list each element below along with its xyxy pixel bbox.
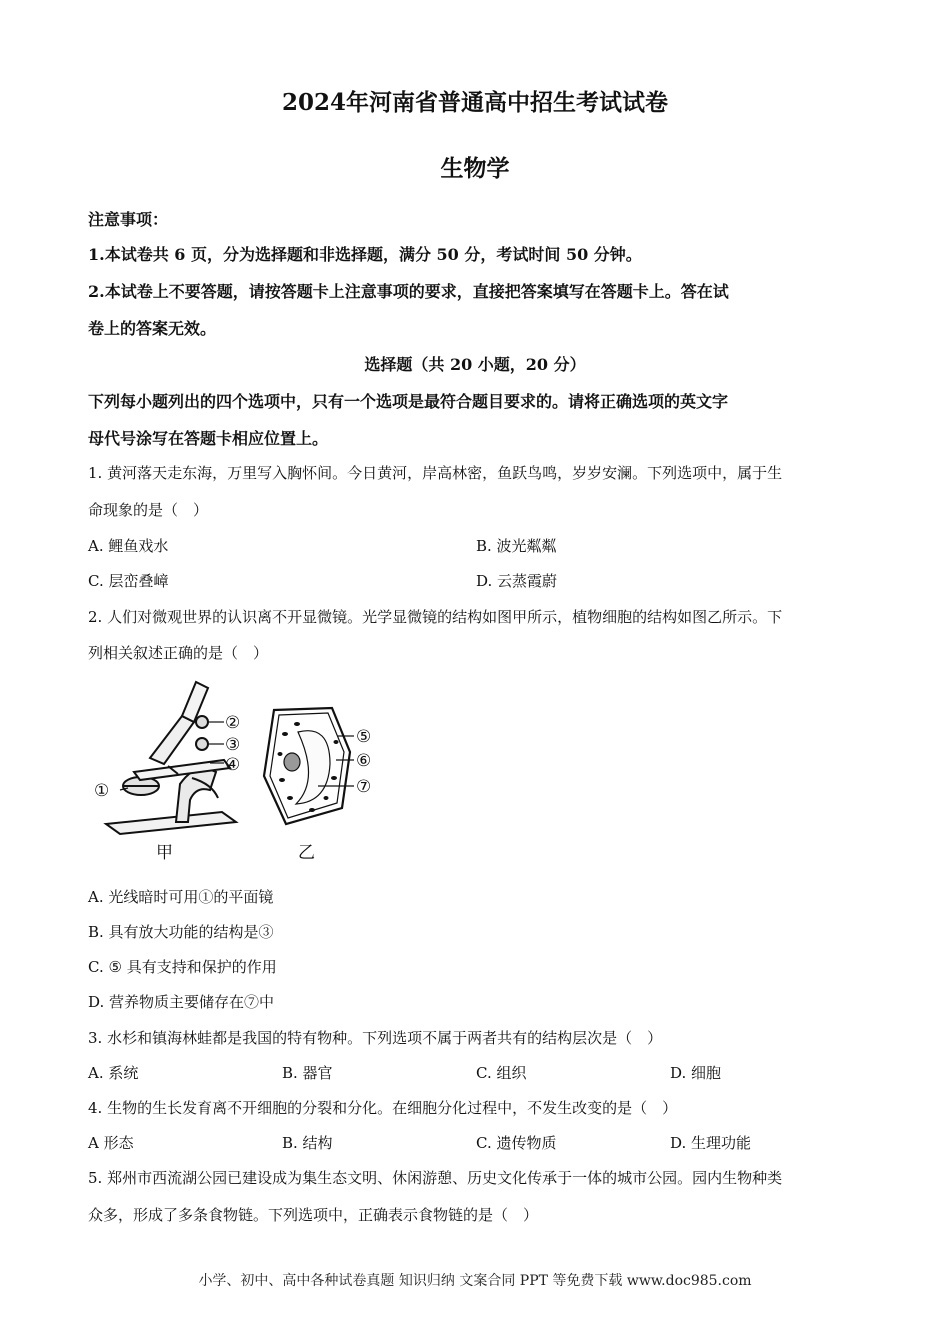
caption-yi: 乙 <box>298 843 315 863</box>
question-2-stem-line-1: 2. 人们对微观世界的认识离不开显微镜。光学显微镜的结构如图甲所示，植物细胞的结构如图乙所示。下 <box>88 608 783 626</box>
microscope-drawing <box>106 682 236 834</box>
question-1-stem-line-1: 1. 黄河落天走东海，万里写入胸怀间。今日黄河，岸高林密，鱼跃鸟鸣，岁岁安澜。下列选项中，属于生 <box>88 464 783 482</box>
question-3-option-c: C. 组织 <box>476 1064 527 1082</box>
question-3-option-b: B. 器官 <box>282 1064 333 1082</box>
microscope-and-cell-figure <box>84 672 394 871</box>
notice-item-1: 1.本试卷共 6 页，分为选择题和非选择题，满分 50 分，考试时间 50 分钟。 <box>88 245 642 264</box>
question-4-stem: 4. 生物的生长发育离不开细胞的分裂和分化。在细胞分化过程中，不发生改变的是（ ） <box>88 1099 678 1117</box>
subject-title: 生物学 <box>440 155 510 182</box>
question-2-option-c: C. ⑤ 具有支持和保护的作用 <box>88 958 277 976</box>
question-4-option-b: B. 结构 <box>282 1134 333 1152</box>
question-4-option-d: D. 生理功能 <box>670 1134 752 1152</box>
question-4-option-c: C. 遗传物质 <box>476 1134 557 1152</box>
question-2-stem-line-2: 列相关叙述正确的是（ ） <box>88 644 269 662</box>
exam-title: 2024年河南省普通高中招生考试试卷 <box>281 89 668 116</box>
label-5: ⑤ <box>356 727 372 747</box>
section-instruction-line-1: 下列每小题列出的四个选项中，只有一个选项是最符合题目要求的。请将正确选项的英文字 <box>88 392 729 411</box>
question-4-option-a: A 形态 <box>88 1134 134 1152</box>
question-1-option-a: A. 鲤鱼戏水 <box>88 537 169 555</box>
figure-svg <box>84 672 394 867</box>
question-3-option-d: D. 细胞 <box>670 1064 722 1082</box>
question-5-stem-line-2: 众多，形成了多条食物链。下列选项中，正确表示食物链的是（ ） <box>88 1206 539 1224</box>
page-footer: 小学、初中、高中各种试卷真题 知识归纳 文案合同 PPT 等免费下载 www.doc985.com <box>198 1273 752 1289</box>
section-heading: 选择题（共 20 小题，20 分） <box>364 355 586 374</box>
caption-jia: 甲 <box>156 843 173 863</box>
label-6: ⑥ <box>356 751 372 771</box>
question-1-stem-line-2: 命现象的是（ ） <box>88 501 209 519</box>
question-1-option-d: D. 云蒸霞蔚 <box>476 572 558 590</box>
notice-heading: 注意事项： <box>88 210 169 229</box>
question-1-option-b: B. 波光粼粼 <box>476 537 557 555</box>
question-2-option-a: A. 光线暗时可用①的平面镜 <box>88 888 274 906</box>
question-3-stem: 3. 水杉和镇海林蛙都是我国的特有物种。下列选项不属于两者共有的结构层次是（ ） <box>88 1029 663 1047</box>
label-2: ② <box>225 713 241 733</box>
question-2-option-d: D. 营养物质主要储存在⑦中 <box>88 993 275 1011</box>
section-instruction-line-2: 母代号涂写在答题卡相应位置上。 <box>88 429 329 448</box>
label-1: ① <box>94 781 110 801</box>
label-7: ⑦ <box>356 777 372 797</box>
question-3-option-a: A. 系统 <box>88 1064 139 1082</box>
notice-item-2-line-2: 卷上的答案无效。 <box>88 319 217 338</box>
question-2-option-b: B. 具有放大功能的结构是③ <box>88 923 274 941</box>
question-5-stem-line-1: 5. 郑州市西流湖公园已建设成为集生态文明、休闲游憩、历史文化传承于一体的城市公园。园内生物种类 <box>88 1169 783 1187</box>
notice-item-2-line-1: 2.本试卷上不要答题，请按答题卡上注意事项的要求，直接把答案填写在答题卡上。答在试 <box>88 282 729 301</box>
label-4: ④ <box>225 755 241 775</box>
label-3: ③ <box>225 735 241 755</box>
plant-cell-drawing <box>264 708 350 824</box>
question-1-option-c: C. 层峦叠嶂 <box>88 572 169 590</box>
